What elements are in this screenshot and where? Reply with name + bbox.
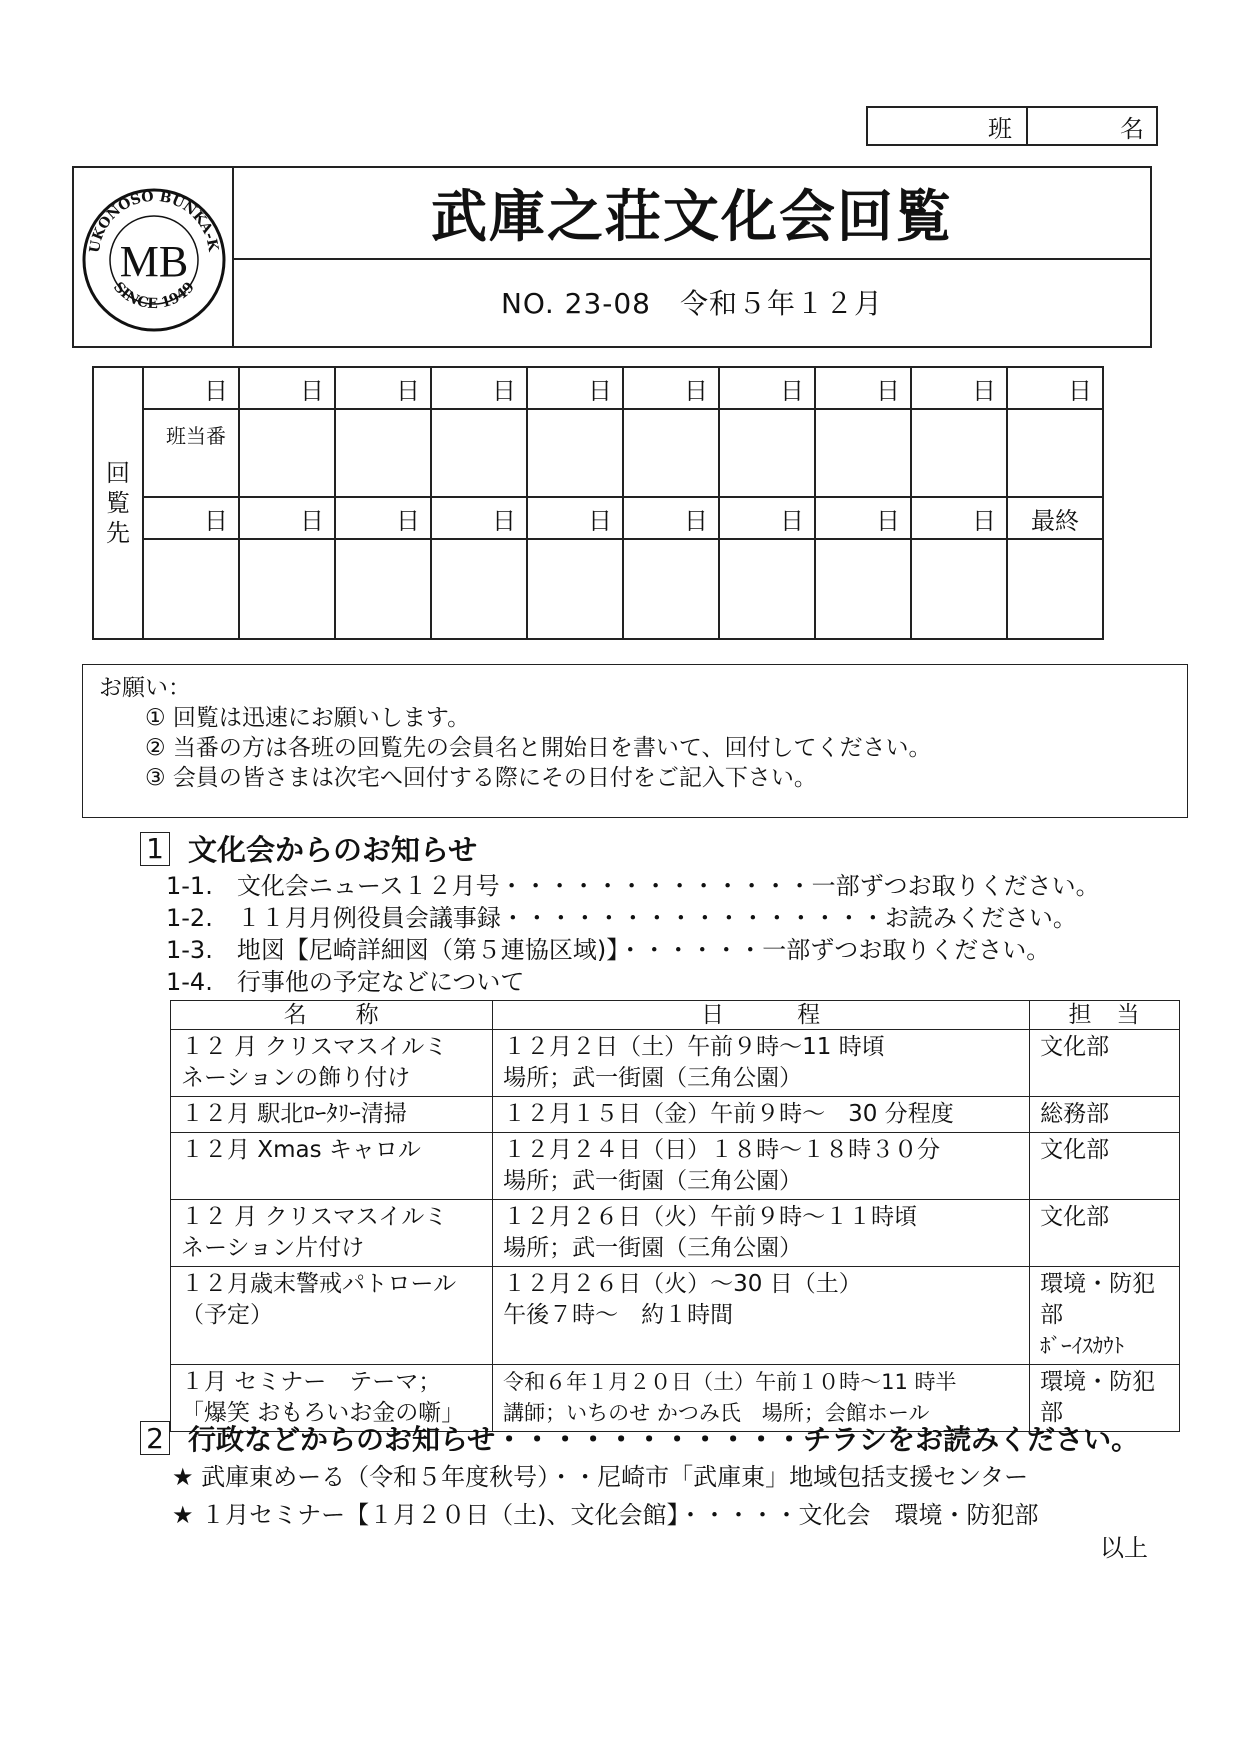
day-cell: 日: [239, 367, 335, 409]
name-cell[interactable]: [335, 539, 431, 639]
closing-text: 以上: [1100, 1534, 1148, 1562]
event-name: 「爆笑 おもろいお金の噺」: [181, 1400, 465, 1426]
name-cell[interactable]: [719, 539, 815, 639]
events-table: [170, 1000, 1180, 1432]
request-item: ③ 会員の皆さまは次宅へ回付する際にその日付をご記入下さい。: [145, 765, 817, 791]
event-responsible: 文化部: [1040, 1034, 1110, 1060]
circulation-table: [92, 366, 1104, 640]
club-logo: [74, 168, 234, 346]
event-name: （予定）: [181, 1302, 273, 1328]
day-cell: 日: [623, 497, 719, 539]
name-cell[interactable]: [623, 409, 719, 497]
event-name: １２月 Xmas キャロル: [181, 1137, 421, 1163]
event-lecturer: 講師；いちのせ かつみ氏 場所；会館ホール: [503, 1401, 930, 1425]
day-cell: 日: [527, 367, 623, 409]
event-date: 令和６年１月２０日（土）午前１０時～11 時半: [503, 1370, 957, 1394]
event-date: １２月２４日（日）１８時～１８時３０分: [503, 1137, 941, 1163]
notice-line: ★ １月セミナー【１月２０日（土)、文化会館】・・・・・文化会 環境・防犯部: [172, 1501, 1039, 1529]
name-cell[interactable]: [1007, 409, 1103, 497]
day-cell: 日: [719, 367, 815, 409]
name-cell[interactable]: [815, 409, 911, 497]
group-name-box: [866, 106, 1158, 146]
name-cell[interactable]: [239, 409, 335, 497]
duty-cell[interactable]: [143, 409, 239, 497]
day-cell: 日: [815, 497, 911, 539]
event-place: 場所；武一街園（三角公園）: [503, 1235, 803, 1261]
logo-ring-text: UKONOSO BUNKA-K: [86, 188, 221, 254]
request-item: ② 当番の方は各班の回覧先の会員名と開始日を書いて、回付してください。: [145, 735, 932, 761]
duty-label: 班当番: [166, 424, 226, 448]
day-cell: 日: [719, 497, 815, 539]
day-cell: 日: [239, 497, 335, 539]
final-cell: 最終: [1007, 497, 1103, 539]
name-cell[interactable]: [527, 409, 623, 497]
group-name-label: 名: [1120, 114, 1144, 143]
name-cell[interactable]: [719, 409, 815, 497]
circulation-label-text: 回覧先: [106, 459, 130, 547]
event-name: ネーションの飾り付け: [181, 1065, 411, 1091]
page-title: 武庫之荘文化会回覧: [431, 185, 953, 250]
day-cell: 日: [143, 367, 239, 409]
issue-cell: [234, 258, 1150, 346]
table-row: [171, 1200, 1180, 1267]
name-cell[interactable]: [527, 539, 623, 639]
notice-line: 1-4. 行事他の予定などについて: [166, 968, 525, 996]
name-cell[interactable]: [239, 539, 335, 639]
logo-since-text: SINCE 1949: [110, 279, 198, 313]
day-cell: 日: [431, 497, 527, 539]
event-name: １２ 月 クリスマスイルミ: [181, 1034, 448, 1060]
day-cell: 日: [911, 367, 1007, 409]
table-row: [171, 1267, 1180, 1365]
event-date: １２月２日（土）午前９時～11 時頃: [503, 1034, 885, 1060]
event-responsible: ﾎﾞｰｲｽｶｳﾄ: [1040, 1334, 1125, 1358]
event-date: １２月２６日（火）午前９時～１１時頃: [503, 1204, 918, 1230]
event-name: １月 セミナー テーマ；: [181, 1369, 442, 1395]
notice-line: 1-3. 地図【尼崎詳細図（第５連協区域)】・・・・・・一部ずつお取りください。: [166, 936, 1051, 964]
section-title: 文化会からのお知らせ: [188, 833, 478, 867]
notice-line: ★ 武庫東めーる（令和５年度秋号）・・尼崎市「武庫東」地域包括支援センター: [172, 1463, 1029, 1491]
event-place: 場所；武一街園（三角公園）: [503, 1168, 803, 1194]
col-header-schedule: 日 程: [493, 1001, 1030, 1030]
day-cell: 日: [527, 497, 623, 539]
title-cell: [234, 168, 1150, 260]
section-2-heading: [140, 1418, 1139, 1458]
event-responsible: 総務部: [1040, 1101, 1110, 1127]
event-date: １２月１５日（金）午前９時～ 30 分程度: [503, 1101, 954, 1127]
event-name: １２月歳末警戒パトロール: [181, 1271, 457, 1297]
section-title: 行政などからのお知らせ・・・・・・・・・・・チラシをお読みください。: [188, 1423, 1140, 1456]
day-cell: 日: [623, 367, 719, 409]
logo-initials: MB: [119, 237, 189, 286]
event-date: １２月２６日（火）～30 日（土）: [503, 1271, 862, 1297]
section-number: 2: [140, 1421, 170, 1455]
request-heading: お願い：: [99, 675, 191, 701]
name-cell[interactable]: [815, 539, 911, 639]
name-cell[interactable]: [335, 409, 431, 497]
header: [72, 166, 1152, 348]
name-cell[interactable]: [911, 539, 1007, 639]
day-cell: 日: [815, 367, 911, 409]
event-name: ネーション片付け: [181, 1235, 365, 1261]
col-header-name: 名 称: [171, 1001, 493, 1030]
event-responsible: 文化部: [1040, 1137, 1110, 1163]
table-row: [171, 1030, 1180, 1097]
day-cell: 日: [431, 367, 527, 409]
circulation-label: [93, 367, 143, 639]
col-header-responsible: 担 当: [1030, 1001, 1180, 1030]
logo-cell: [74, 168, 234, 346]
event-time: 午後７時～ 約１時間: [503, 1302, 734, 1328]
day-cell: 日: [335, 497, 431, 539]
issue-number: NO. 23-08 令和５年１２月: [500, 287, 883, 320]
notice-line: 1-2. １１月月例役員会議事録・・・・・・・・・・・・・・・・お読みください。: [166, 904, 1077, 932]
event-place: 場所；武一街園（三角公園）: [503, 1065, 803, 1091]
request-box: [82, 664, 1188, 818]
group-label: 班: [868, 108, 1028, 144]
event-name: １２月 駅北ﾛｰﾀﾘｰ清掃: [181, 1101, 407, 1127]
event-responsible: 環境・防犯部: [1040, 1369, 1156, 1426]
section-number: 1: [140, 832, 170, 866]
name-cell[interactable]: [911, 409, 1007, 497]
day-cell: 日: [335, 367, 431, 409]
event-name: １２ 月 クリスマスイルミ: [181, 1204, 448, 1230]
section-2-list: [172, 1458, 1039, 1534]
name-cell[interactable]: [1007, 539, 1103, 639]
day-cell: 日: [143, 497, 239, 539]
table-row: [171, 1097, 1180, 1133]
notice-line: 1-1. 文化会ニュース１２月号・・・・・・・・・・・・・一部ずつお取りください。: [166, 872, 1100, 900]
table-header-row: [171, 1001, 1180, 1030]
section-1-list: [166, 870, 1100, 998]
day-cell: 日: [1007, 367, 1103, 409]
request-item: ① 回覧は迅速にお願いします。: [145, 705, 471, 731]
name-cell[interactable]: [431, 539, 527, 639]
event-responsible: 環境・防犯部: [1040, 1271, 1156, 1328]
section-1-heading: [140, 828, 477, 869]
event-responsible: 文化部: [1040, 1204, 1110, 1230]
day-cell: 日: [911, 497, 1007, 539]
name-cell[interactable]: [623, 539, 719, 639]
table-row: [171, 1133, 1180, 1200]
name-cell[interactable]: [143, 539, 239, 639]
name-cell[interactable]: [431, 409, 527, 497]
